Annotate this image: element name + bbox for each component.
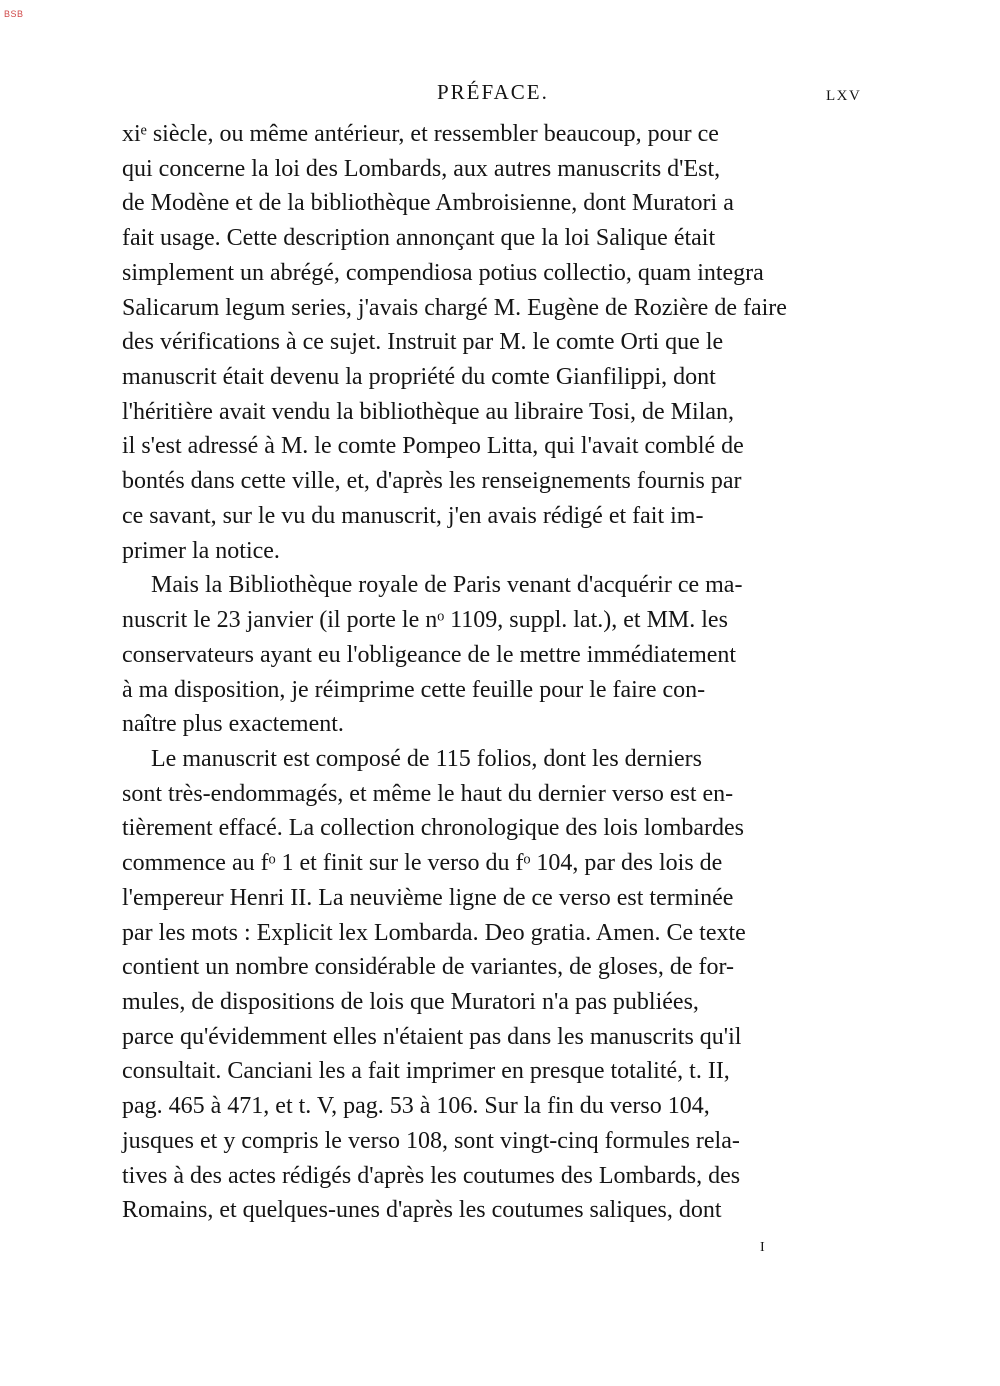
text-line: parce qu'évidemment elles n'étaient pas dans les manuscrits qu'il [122,1023,742,1050]
text-line: consultait. Canciani les a fait imprimer en presque totalité, t. II, [122,1058,730,1085]
text-line: conservateurs ayant eu l'obligeance de le mettre immédiatement [122,641,737,668]
text-line: mules, de dispositions de lois que Muratori n'a pas publiées, [122,988,699,1015]
text-line: il s'est adressé à M. le comte Pompeo Litta, qui l'avait comblé de [122,433,744,460]
text-line: contient un nombre considérable de variantes, de gloses, de for- [122,954,734,981]
text-line: jusques et y compris le verso 108, sont vingt-cinq formules rela- [122,1127,740,1154]
text-line: tives à des actes rédigés d'après les coutumes des Lombards, des [122,1162,741,1189]
text-line: manuscrit était devenu la propriété du comte Gianfilippi, dont [122,364,716,391]
signature-mark: I [760,1240,765,1255]
text-line: Romains, et quelques-unes d'après les coutumes saliques, dont [122,1197,722,1224]
text-line: bontés dans cette ville, et, d'après les renseignements fournis par [122,468,742,495]
text-line: des vérifications à ce sujet. Instruit par M. le comte Orti que le [122,329,724,356]
running-head-title: PRÉFACE. [437,80,549,104]
text-line: commence au fᵒ 1 et finit sur le verso du fᵒ 104, par des lois de [122,850,723,877]
text-line: Le manuscrit est composé de 115 folios, dont les derniers [151,745,702,772]
body-text [122,117,852,1228]
text-line: simplement un abrégé, compendiosa potius collectio, quam integra [122,259,764,286]
text-line: l'empereur Henri II. La neuvième ligne de ce verso est terminée [122,884,734,911]
text-line: nuscrit le 23 janvier (il porte le nᵒ 1109, suppl. lat.), et MM. les [122,607,728,634]
text-line: primer la notice. [122,537,280,564]
text-line: xiᵉ siècle, ou même antérieur, et ressembler beaucoup, pour ce [122,121,719,147]
text-line: qui concerne la loi des Lombards, aux autres manuscrits d'Est, [122,155,721,182]
text-line: sont très-endommagés, et même le haut du dernier verso est en- [122,780,734,807]
text-line: pag. 465 à 471, et t. V, pag. 53 à 106. Sur la fin du verso 104, [122,1093,710,1120]
text-line: de Modène et de la bibliothèque Ambroisienne, dont Muratori a [122,190,734,217]
page-number: LXV [826,88,862,104]
text-line: tièrement effacé. La collection chronologique des lois lombardes [122,815,744,842]
text-line: Mais la Bibliothèque royale de Paris venant d'acquérir ce ma- [151,572,743,599]
text-line: à ma disposition, je réimprime cette feuille pour le faire con- [122,676,706,703]
text-line: naître plus exactement. [122,711,344,738]
text-line: ce savant, sur le vu du manuscrit, j'en avais rédigé et fait im- [122,502,704,529]
library-watermark: BSB [4,9,24,19]
text-line: l'héritière avait vendu la bibliothèque au libraire Tosi, de Milan, [122,398,735,425]
text-line: par les mots : Explicit lex Lombarda. Deo gratia. Amen. Ce texte [122,919,746,946]
text-line: fait usage. Cette description annonçant que la loi Salique était [122,225,716,252]
text-line: Salicarum legum series, j'avais chargé M. Eugène de Rozière de faire [122,294,787,321]
